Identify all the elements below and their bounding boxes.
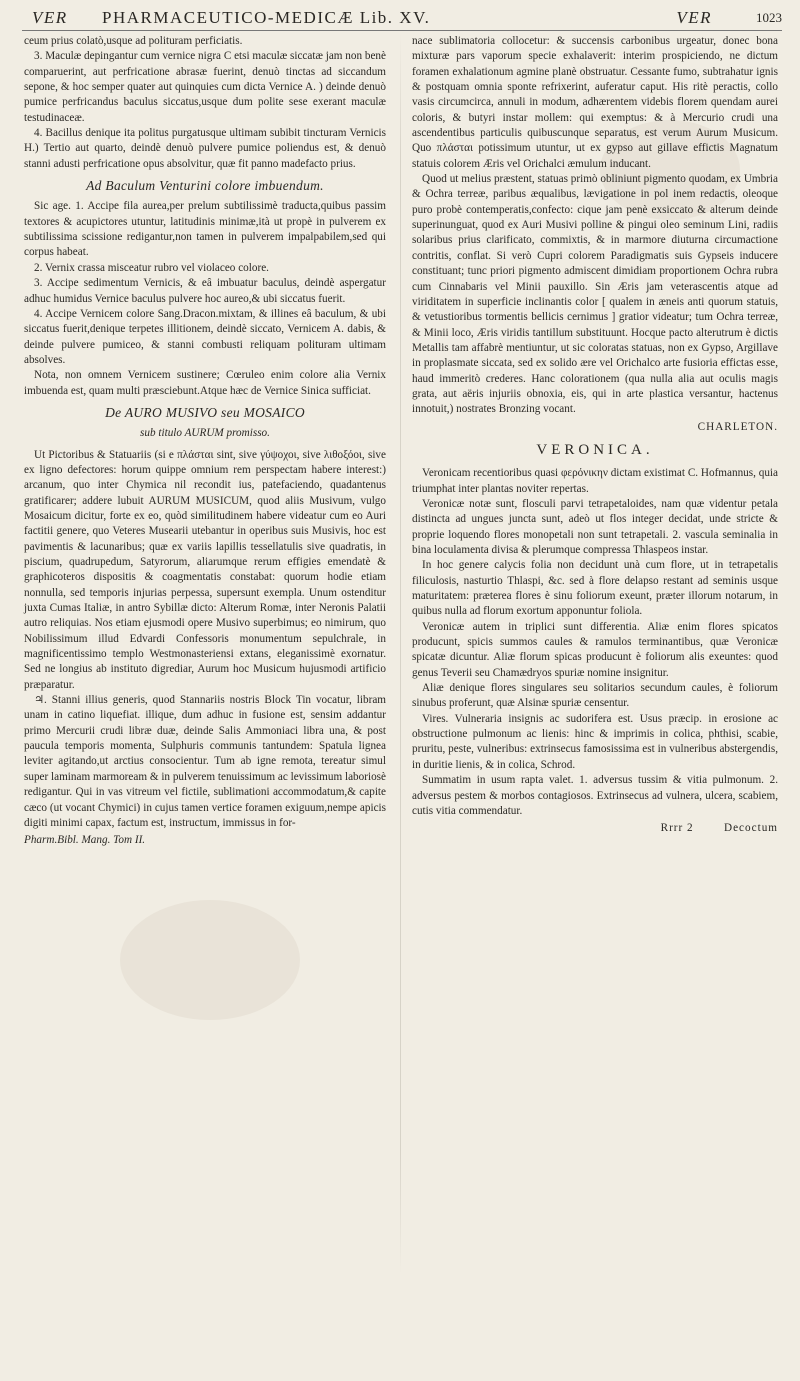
- paragraph: 4. Bacillus denique ita politus purgatusque ultimam subibit tincturam Vernicis H.) Tertio aut quarto, deindè denuò pulvere pumice poliendus est, & denuò stanni adusti perfricatione opus absolvitur, quæ fit panno madefacto prius.: [24, 127, 386, 170]
- column-gutter: [400, 34, 401, 1274]
- header-rule: [22, 30, 782, 31]
- paragraph: Summatim in usum rapta valet. 1. adversus tussim & vitia pulmonum. 2. adversus pestem & morbos contagiosos. Extrinsecus ad vulnera, ulcera, scabiem, cutis vitia commendatur.: [412, 774, 778, 817]
- signature-mark: Rrrr 2: [660, 822, 694, 835]
- paragraph: 3. Maculæ depingantur cum vernice nigra C etsi maculæ siccatæ jam non benè comparuerint, aut perfricatione abrasæ fuerint, denuò tinctas ad siccandum sepone, & hoc semper quater aut quinquies cum dicta Vernice A. ) deinde denuò pumice perfricandus baculus siccatus,usque dum polite sese exerant maculæ testudinaceæ.: [24, 50, 386, 124]
- paragraph: In hoc genere calycis folia non decidunt unà cum flore, ut in tetrapetalis filiculosis, nasturtio Thlaspi, &c. sed à flore delapso restant ad seminis usque maturitatem: præterea flores è sinu foliorum exeunt, præter illorum notarum, in quibus nulla ad florum exortum apponuntur foliola.: [412, 559, 778, 618]
- paragraph: Veronicæ notæ sunt, flosculi parvi tetrapetaloides, nam quæ videntur petala distincta ad ungues juncta sunt, adeò ut flos integer decidat, unde stricte & proprie loquendo flores monopetali non sunt tetrapetali. 2. vascula seminalia in bina loculamenta divisa & plerumque compressa Thlaspeos instar.: [412, 497, 778, 556]
- footer-note: Pharm.Bibl. Mang. Tom II.: [24, 834, 146, 847]
- entry-heading: VERONICA.: [536, 441, 654, 458]
- catchword: Decoctum: [724, 822, 778, 835]
- paragraph: Veronicæ autem in triplici sunt differentia. Aliæ enim flores spicatos producunt, spicis summos caules & ramulos terminantibus, quæ Veronicæ spicatæ dicuntur. Aliæ florum spicas producunt è foliorum alis exeuntes: quod genus Teverii seu Chamædryos spuriæ nomine insignitur.: [412, 620, 778, 679]
- paragraph: ♃. Stanni illius generis, quod Stannariis nostris Block Tin vocatur, libram unam in catino liquefiat. illique, dum adhuc in fusione est, sensim addantur primo Mercurii crudi libræ duæ, deinde Salis Ammoniaci libra una, & post paucula temporis momenta, Sulphuris communis tantundem: Spatula lignea leviter agitando,ut arctius consocientur. Tum ab igne remota, tereatur simul super laminam marmoream & in pulverem tenuissimum ac levissimum laboriosè redigantur. Qui in vas vitreum vel fictile, sublimationi accommodatum,& capite cæco (ut vocant Chymici) in cujus tamen vertice foramen exiguum,nempe apicis digiti minimi capax, factum est, instructum, immissus in for-: [24, 694, 386, 829]
- section-heading: De AURO MUSIVO seu MOSAICO: [105, 404, 305, 420]
- section-subheading: sub titulo AURUM promisso.: [140, 427, 270, 440]
- paragraph: Vires. Vulneraria insignis ac sudorifera est. Usus præcip. in erosione ac obstructione pulmonum ac lienis: hinc & imprimis in colica, phthisi, scabie, pruritu, peste, vulneribus: extrinsecus famosissima est in vulneribus abstergendis, in duritie lienis, & in colica, Schrod.: [412, 712, 778, 771]
- paragraph: Aliæ denique flores singulares seu solitarios secundum caules, è foliorum sinubus proferunt, quæ Alsinæ spuriæ censentur.: [412, 682, 778, 710]
- paragraph: Quod ut melius præstent, statuas primò obliniunt pigmento quodam, ex Umbria & Ochra terreæ, paribus æqualibus, lævigatione in pol inem redactis, oleoque puro probè contemperatis,confecto: cique jam penè exsiccato & alterum deinde superinunguat, quod ex Auri Musivi polline & pingui oleo seminum Lini, radiis solaribus prius clarificato, commixtis, & in marmore diuturna circumactione contritis, conflat. Si verò Cupri colorem Paradigmatis suis Gypseis inducere constituant; tunc priori pigmento admiscent dimidiam proportionem Ochra rubra cum Cinnabaris vel Minii pauxillo. Sin Æris jam veterascentis atque ad viriditatem in superficie inclinantis color [ qualem in æneis anti quorum statuis, & vetustioribus tormentis bellicis cernimus ] gratior videatur; tum Ochra terreæ, & Minii loco, Æris viridis tantillum substituunt. Hocque pacto alterutrum è dictis Metallis tam affabrè mentiuntur, ut sic coloratas statuas, non ex Gypso, Argillave in proplasmate siccata, sed ex solido ære vel Orichalco arte fusioria effictas esse, haud immeritò crederes. Hanc colorationem (qua nulla alia aut oculis magis grata, aut aëris injuriis obnoxia, eis, qui in arte plastica versantur, hactenus innotuit,) nostrates Bronzing vocant.: [412, 173, 778, 416]
- left-column: [24, 34, 386, 849]
- paragraph: nace sublimatoria collocetur: & succensis carbonibus urgeatur, donec bona mixturæ pars vaporum specie exhalaverit: interim prospiciendo, ne dictum foramen exhalationum agmine planè obstruatur. Cessante fumo, subtrahatur ignis & postquam omnia sponte refrixerint, auferatur caput. His ritè peractis, collo vasis circumcirca, annuli in modum, adhærentem videbis florem quendam aurei coloris, & butyri instar mollem: qui exemptus: & à Mercurio crudi una ascendentibus particulis quibuscunque separatus, est verum Aurum Musicum. Quo πλάσται potissimum utuntur, ut ex gypso aut gillave effictis Magnatum statuis colorem Æris vel Orichalci æmulum inducant.: [412, 35, 778, 170]
- running-header: [22, 6, 782, 30]
- author-signature: CHARLETON.: [697, 420, 778, 433]
- right-column: [412, 34, 778, 837]
- paragraph: Ut Pictoribus & Statuariis (si e πλάσται sint, sive γύψοχοι, sive λιθοξόοι, sive ex ligno defectores: horum quippe omnium rem perspectam habere interest:) arcanum, quo inter Chymica nil recondit ius, patefaciendo, quadantenus gratificarer; addere lubuit AURUM MUSICUM, quod aliis Musivum, vulgo Mosaicum dicitur, forte ex eo, quòd similitudinem habere videatur cum eo Auri factitii genere, quo Veteres Musearii utebantur in operibus suis Musivis, hoc est pavimentis & lacunaribus; quæ ex variis lapillis tessellatulis sive quadratis, in piscium, quadrupedum, Satyrorum, aliarumque rerum effigies emendatè & graphicoteros dispositis & coagmentatis constabat: quorum hodie etiam nonnulla, sed temporis injurias perpessa, supersunt exempla. Unum ostenditur juxta Cumas Italiæ, in antro Sybillæ dicto: Alterum Romæ, inter Neronis Palatii autro reliquias. Nos etiam ejusmodi opere Musivo superbimus; eo nimirum, quo Nobilissimum illud Edvardi Confessoris monumentum sepulchrale, in magnificentissimo templo Westmonasteriensi extans, eleganissimè exornatur. Sed ne longius ab instituto digrediar, Aurum hoc Musicum hujusmodi artificio præparatur.: [24, 448, 386, 691]
- page-number: 1023: [756, 10, 782, 25]
- paragraph: Nota, non omnem Vernicem sustinere; Cœruleo enim colore alia Vernix imbuenda est, quam multi præsciebunt.Atque hæc de Vernice Sinica sufficiat.: [24, 369, 386, 397]
- paragraph: 3. Accipe sedimentum Vernicis, & eâ imbuatur baculus, deindè aspergatur adhuc humidus Vernice baculus pulvere hoc aureo,& ubi siccatus fuerit.: [24, 277, 386, 305]
- paragraph: ceum prius colatò,usque ad polituram perficiatis.: [24, 35, 243, 47]
- paragraph: Sic age. 1. Accipe fila aurea,per prelum subtilissimè traducta,quibus passim textores & acupictores utuntur, latitudinis minimæ,ità ut propè in pulverem ex subtilissima scissione redigantur,non tamen in pulverem impalpabilem,sed qui corpus habeat.: [24, 200, 386, 259]
- signature-and-catchword: [412, 821, 778, 836]
- header-right-word: VER: [676, 8, 712, 27]
- paragraph: Veronicam recentioribus quasi φερόνικην dictam existimat C. Hofmannus, quia triumphat inter plantas noviter repertas.: [412, 467, 778, 495]
- section-heading: Ad Baculum Venturini colore imbuendum.: [86, 178, 324, 194]
- paragraph: 4. Accipe Vernicem colore Sang.Dracon.mixtam, & illines eâ baculum, & ubi siccatus fuerit,denique terpetes illitionem, deindè siccato, Vernicem A. dabis, & deinde pulvere pumiceo, & stanni combusti reliquam polituram ultimam absolves.: [24, 307, 386, 366]
- paragraph: 2. Vernix crassa misceatur rubro vel violaceo colore.: [34, 261, 269, 274]
- header-title: PHARMACEUTICO-MEDICÆ Lib. XV.: [102, 8, 431, 27]
- paper-stain: [120, 900, 300, 1020]
- header-left-word: VER: [32, 8, 68, 27]
